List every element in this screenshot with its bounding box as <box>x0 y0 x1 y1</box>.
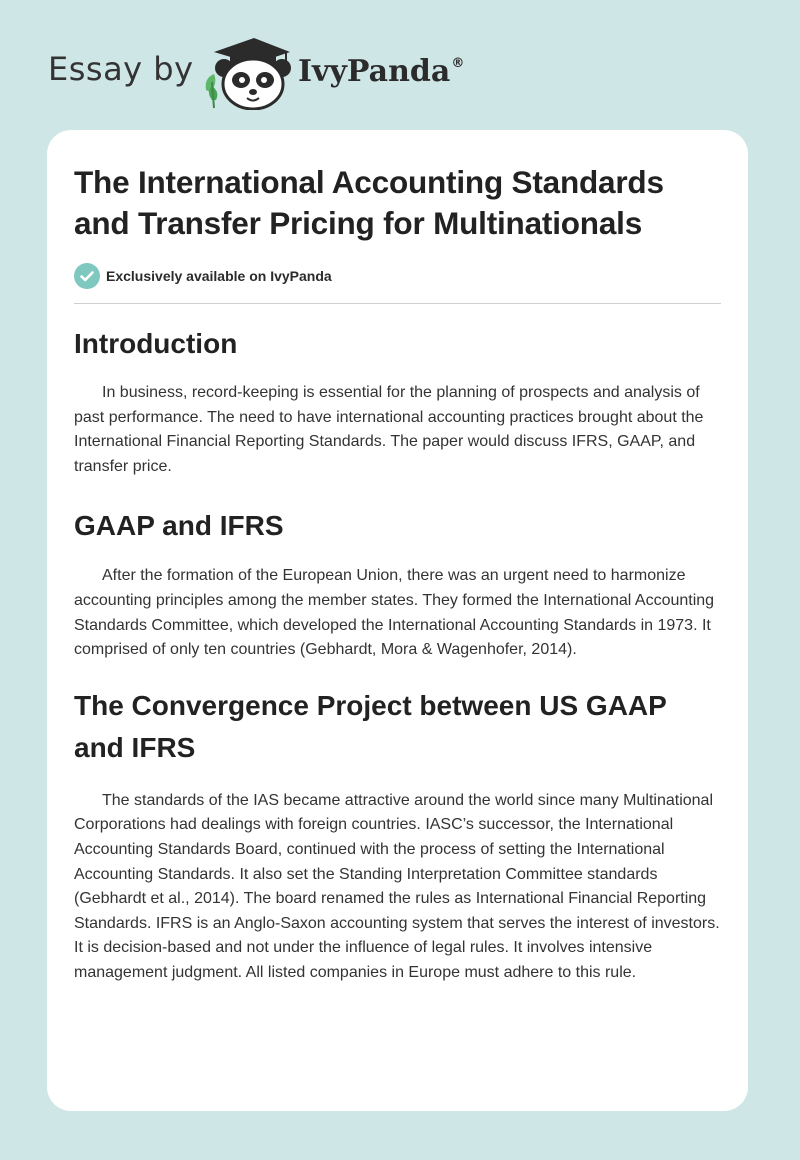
section-heading: GAAP and IFRS <box>74 510 284 542</box>
panda-logo-icon <box>202 34 292 110</box>
section-gaap-ifrs <box>74 505 722 662</box>
section-paragraph: In business, record-keeping is essential for the planning of prospects and analysis of past performance. The need to have international accounting practices brought about the International Financial Reporting Standards. The paper would discuss IFRS, GAAP, and transfer price. <box>74 384 704 475</box>
section-heading: The Convergence Project between US GAAP and IFRS <box>74 689 667 763</box>
brand-header[interactable] <box>48 34 508 114</box>
badge-text: Exclusively available on IvyPanda <box>106 267 332 284</box>
check-circle-icon <box>74 263 100 289</box>
brand-name: IvyPanda® <box>298 54 465 89</box>
section-paragraph: The standards of the IAS became attractive around the world since many Multinational Corporations had dealings with foreign countries. IASC’s successor, the International Accounting Standards Board, continued with the process of setting the International Accounting Standards. It also set the Standing Interpretation Committee standards (Gebhardt et al., 2014). The board renamed the rules as International Financial Reporting Standards. IFRS is an Anglo-Saxon accounting system that serves the interest of investors. It is decision-based and not under the influence of legal rules. It involves intensive management judgment. All listed companies in Europe must adhere to this rule. <box>74 791 720 981</box>
exclusive-badge <box>74 262 722 289</box>
section-heading: Introduction <box>74 328 238 359</box>
essay-card <box>47 130 748 1111</box>
divider <box>74 303 721 304</box>
section-paragraph: After the formation of the European Union, there was an urgent need to harmonize accounting principles among the member states. They formed the International Accounting Standards Committee, which developed the International Accounting Standards in 1973. It comprised of only ten countries (Gebhardt, Mora & Wagenhofer, 2014). <box>74 567 715 659</box>
page-title: The International Accounting Standards and Transfer Pricing for Multinationals <box>74 164 664 241</box>
section-introduction <box>74 323 722 479</box>
brand-prefix: Essay by <box>48 50 194 88</box>
section-convergence-project <box>74 685 722 986</box>
